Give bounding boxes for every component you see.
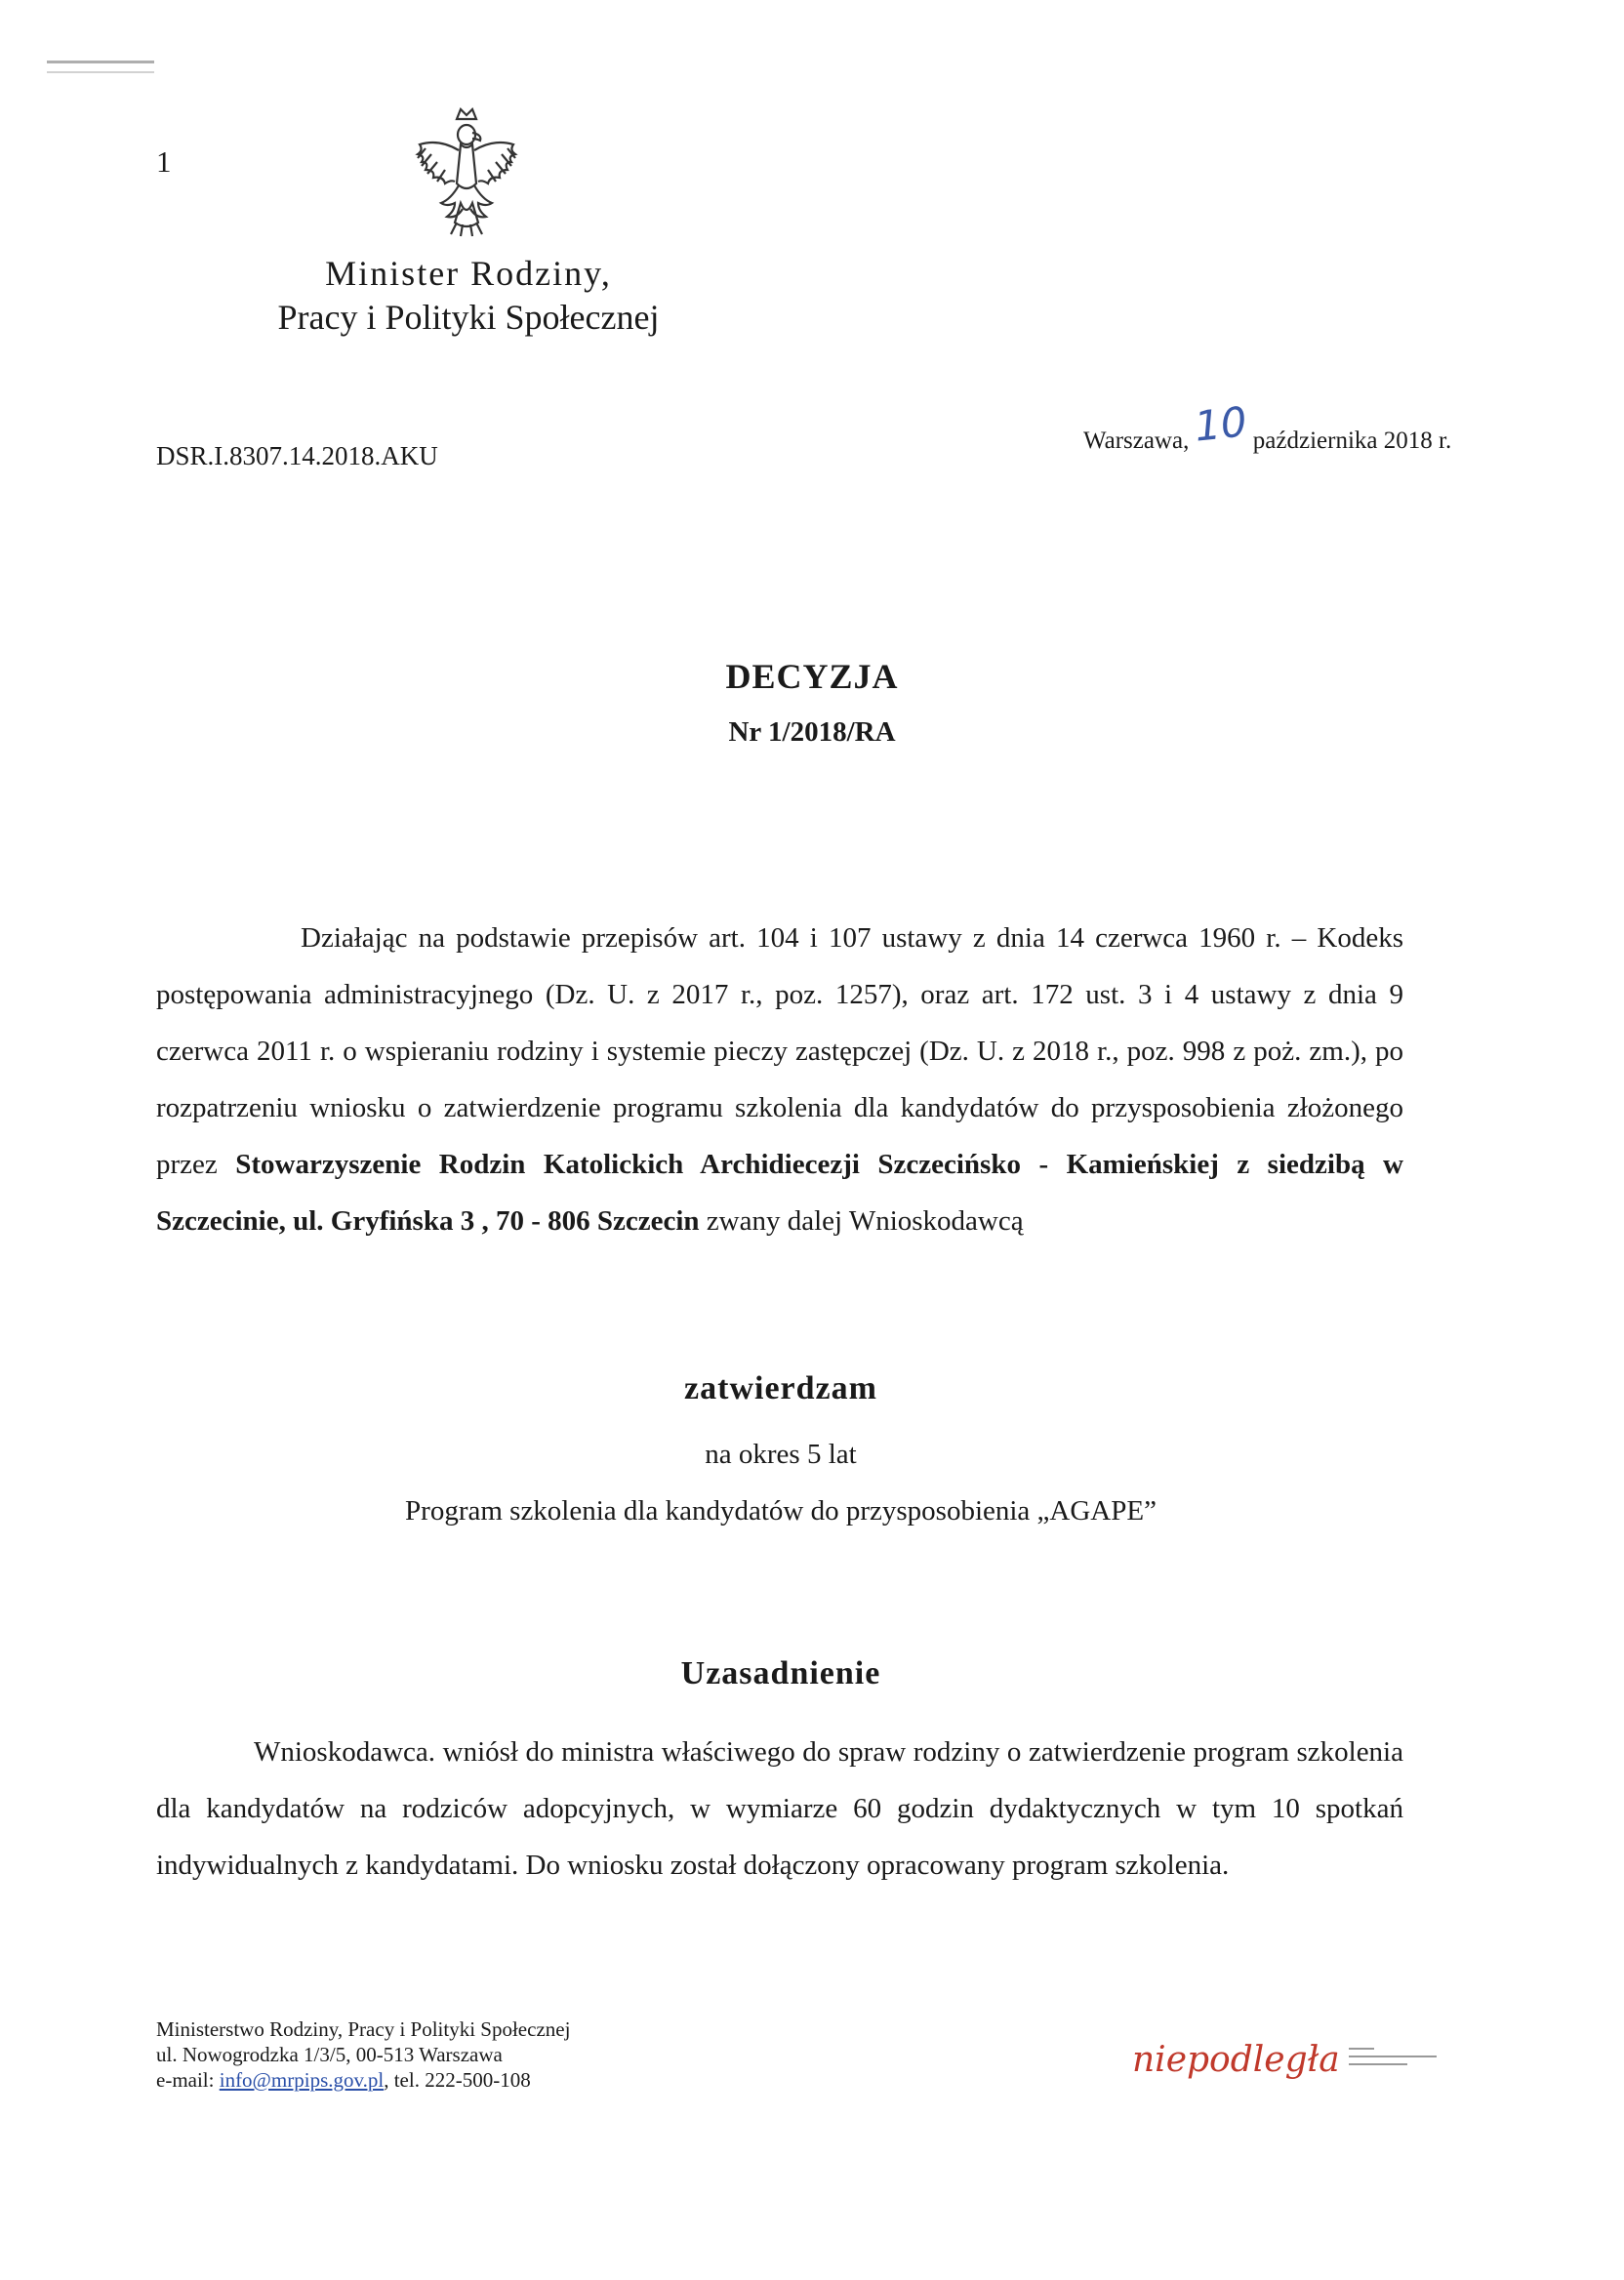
logo-script-text: niepodległa [1132, 2040, 1340, 2080]
footer-ministry: Ministerstwo Rodziny, Pracy i Polityki Społecznej [156, 2017, 571, 2041]
page-number: 1 [156, 144, 172, 179]
reference-number: DSR.I.8307.14.2018.AKU [156, 441, 438, 470]
phone-text: , tel. 222-500-108 [384, 2068, 531, 2092]
approved-program: Program szkolenia dla kandydatów do przysposobienia „AGAPE” [405, 1495, 1157, 1527]
month-year: października 2018 r. [1252, 428, 1452, 454]
footer-address [156, 2016, 570, 2093]
approve-period: na okres 5 lat [705, 1439, 857, 1470]
justification-paragraph [156, 1724, 1403, 1893]
decision-basis-paragraph [156, 910, 1403, 1249]
place-name: Warszawa, [1083, 428, 1190, 454]
minister-title-line1: Minister Rodziny, [325, 254, 612, 293]
handwritten-day: 10 [1192, 397, 1250, 451]
basis-text: Działając na podstawie przepisów art. 104 i 107 ustawy z dnia 14 czerwca 1960 r. – Kodeks postępowania administracyjnego (Dz. U. z 2017 r., poz. 1257), oraz art. 172 ust. 3 i 4 ustawy z dnia 9 czerwca 2011 r. o wspieraniu rodziny i systemie pieczy zastępczej (Dz. U. z 2018 r., poz. 998 z poż. zm.), po rozpatrzeniu wniosku o zatwierdzenie programu szkolenia dla kandydatów do przysposobienia złożonego przez [156, 922, 1403, 1180]
scan-mark [47, 61, 154, 73]
footer-street: ul. Nowogrodzka 1/3/5, 00-513 Warszawa [156, 2043, 503, 2066]
justification-heading: Uzasadnienie [680, 1655, 881, 1691]
niepodlegla-logo [1132, 2030, 1454, 2089]
document-title: DECYZJA [725, 657, 899, 696]
applicant-name: Stowarzyszenie Rodzin Katolickich Archidiecezji Szczecińsko - Kamieńskiej z siedzibą w Szczecinie, ul. Gryfińska 3 , 70 - 806 Szczecin [156, 1149, 1404, 1237]
logo-dotted-caption [1349, 2048, 1437, 2065]
minister-title-line2: Pracy i Polityki Społecznej [277, 298, 660, 337]
issuer-block [224, 252, 712, 340]
justification-text: Wnioskodawca. wniósł do ministra właściwego do spraw rodziny o zatwierdzenie program szkolenia dla kandydatów na rodziców adopcyjnych, w wymiarze 60 godzin dydaktycznych w tym 10 spotkań indywidualnych z kandydatami. Do wniosku został dołączony opracowany program szkolenia. [156, 1736, 1403, 1881]
place-and-date [1083, 397, 1452, 458]
basis-tail: zwany dalej Wnioskodawcą [699, 1205, 1024, 1237]
email-link[interactable]: info@mrpips.gov.pl [219, 2068, 385, 2092]
approve-heading: zatwierdzam [684, 1370, 877, 1406]
footer-contact [156, 2067, 570, 2093]
decision-number: Nr 1/2018/RA [728, 716, 896, 748]
polish-eagle-emblem-icon [402, 98, 531, 244]
email-label: e-mail: [156, 2068, 220, 2092]
